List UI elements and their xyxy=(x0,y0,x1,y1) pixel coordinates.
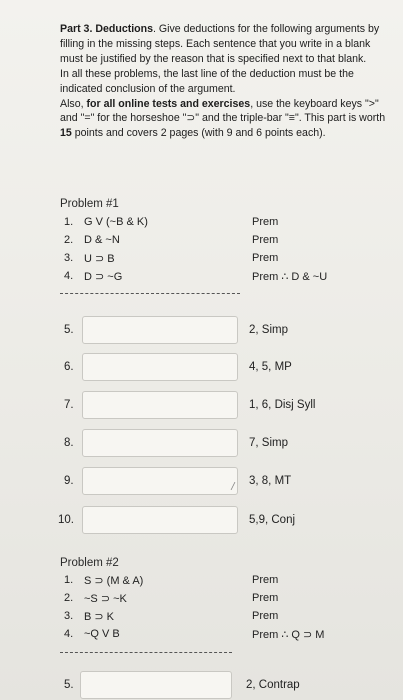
step-number: 6. xyxy=(64,361,74,373)
problem-2-premise xyxy=(60,574,380,590)
step-number: 9. xyxy=(64,475,74,487)
premise-statement: B ⊃ K xyxy=(84,611,115,623)
line-number: 2. xyxy=(64,234,74,246)
problem-1-premise xyxy=(60,234,380,250)
instructions-also: Also, xyxy=(60,97,87,110)
deduction-step xyxy=(0,316,403,346)
step-number: 8. xyxy=(64,437,74,449)
instructions-keys: , use the keyboard keys ">" and "=" for the horseshoe "⊃" and the triple-bar "≡". This part is worth xyxy=(60,97,386,125)
step-justification: 4, 5, MP xyxy=(249,361,292,373)
step-justification: 7, Simp xyxy=(249,437,288,449)
problem-1-title: Problem #1 xyxy=(60,198,119,210)
deduction-step xyxy=(0,671,403,700)
line-number: 4. xyxy=(64,270,74,282)
step-answer-input[interactable] xyxy=(82,467,238,495)
justification: Prem xyxy=(252,610,279,622)
premise-divider xyxy=(60,293,240,294)
premise-statement: D ⊃ ~G xyxy=(84,271,123,283)
instructions-points: points and covers 2 pages (with 9 and 6 points each). xyxy=(71,127,326,140)
deduction-step xyxy=(0,467,403,497)
line-number: 3. xyxy=(64,252,74,264)
justification-conclusion: Prem ∴ Q ⊃ M xyxy=(252,629,325,641)
step-answer-input[interactable] xyxy=(82,316,238,344)
instructions xyxy=(60,22,396,141)
instructions-text: . Give deductions for the following arguments by filling in the missing steps. Each sentence that you write in a blank must be justified by the reason that is specified next to that blank. xyxy=(60,23,380,65)
line-number: 3. xyxy=(64,610,74,622)
justification-conclusion: Prem ∴ D & ~U xyxy=(252,271,328,283)
justification: Prem xyxy=(252,574,279,586)
deduction-step xyxy=(0,353,403,383)
deduction-step xyxy=(0,506,403,536)
justification: Prem xyxy=(252,234,279,246)
line-number: 1. xyxy=(64,574,74,586)
step-number: 7. xyxy=(64,399,74,411)
step-justification: 2, Contrap xyxy=(246,679,300,691)
instructions-online-note: for all online tests and exercises xyxy=(86,97,251,110)
premise-divider xyxy=(60,652,232,653)
line-number: 1. xyxy=(64,216,74,228)
instructions-conclusion-note: In all these problems, the last line of the deduction must be the indicated conclusion of the argument. xyxy=(60,67,354,95)
step-justification: 1, 6, Disj Syll xyxy=(249,399,316,411)
problem-2-title: Problem #2 xyxy=(60,557,119,569)
step-number: 10. xyxy=(58,514,74,526)
deduction-step xyxy=(0,391,403,421)
line-number: 4. xyxy=(64,628,74,640)
step-answer-input[interactable] xyxy=(82,391,238,419)
step-answer-input[interactable] xyxy=(80,671,232,699)
premise-statement: ~Q V B xyxy=(84,628,120,640)
problem-1-premise xyxy=(60,270,380,286)
premise-statement: S ⊃ (M & A) xyxy=(84,575,144,587)
step-justification: 3, 8, MT xyxy=(249,475,292,487)
problem-2-premise xyxy=(60,610,380,626)
justification: Prem xyxy=(252,216,279,228)
problem-1-premise xyxy=(60,252,380,268)
premise-statement: G V (~B & K) xyxy=(84,216,148,228)
step-justification: 5,9, Conj xyxy=(249,514,296,526)
problem-2-premise xyxy=(60,628,380,644)
line-number: 2. xyxy=(64,592,74,604)
step-justification: 2, Simp xyxy=(249,324,288,336)
justification: Prem xyxy=(252,592,279,604)
points-value: 15 xyxy=(60,127,72,140)
justification: Prem xyxy=(252,252,279,264)
part-title: Part 3. Deductions xyxy=(60,23,154,35)
premise-statement: U ⊃ B xyxy=(84,253,115,265)
step-number: 5. xyxy=(64,679,74,691)
pencil-mark-icon xyxy=(230,482,236,490)
step-number: 5. xyxy=(64,324,74,336)
problem-2-premise xyxy=(60,592,380,608)
premise-statement: ~S ⊃ ~K xyxy=(84,593,127,605)
premise-statement: D & ~N xyxy=(84,234,120,246)
step-answer-input[interactable] xyxy=(82,506,238,534)
step-answer-input[interactable] xyxy=(82,353,238,381)
step-answer-input[interactable] xyxy=(82,429,238,457)
problem-1-premise xyxy=(60,216,380,232)
deduction-step xyxy=(0,429,403,459)
